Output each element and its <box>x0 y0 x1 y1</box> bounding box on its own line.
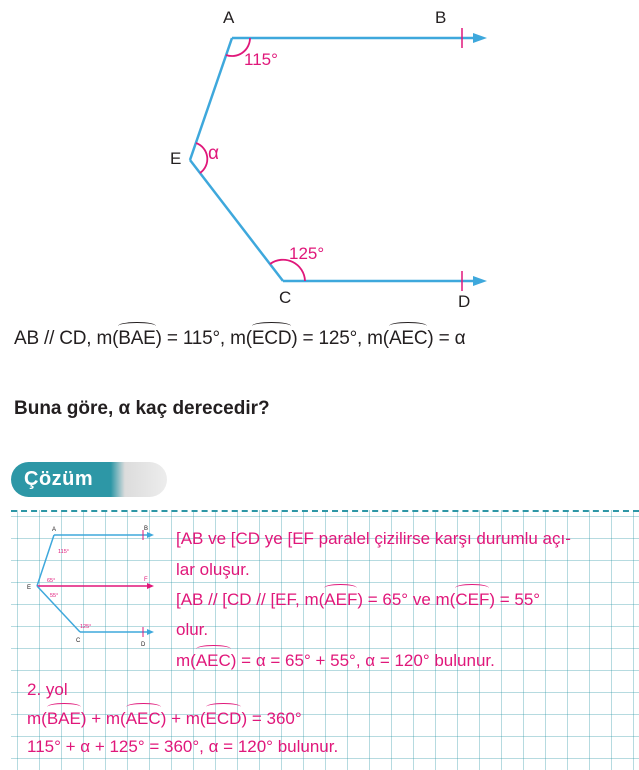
angle-aef: AEF <box>324 590 358 609</box>
solution-line-3-text-c: ) = 55° <box>489 590 541 609</box>
solution-line-5-text-a: m( <box>176 651 196 670</box>
angle-c-value: 125° <box>289 244 325 263</box>
solution-line-1: [AB ve [CD ye [EF paralel çizilirse karşı durumlu açı- <box>176 529 571 548</box>
small-angle-55: 55° <box>50 593 59 599</box>
label-e: E <box>170 149 182 168</box>
small-label-f: F <box>144 577 148 583</box>
angle-ecd: ECD <box>251 328 292 349</box>
question-text: Buna göre, α kaç derecedir? <box>14 398 270 419</box>
solution-badge-label: Çözüm <box>24 468 94 490</box>
small-angle-125: 125° <box>80 624 92 630</box>
segment-ae <box>190 38 232 160</box>
label-b: B <box>435 8 447 27</box>
small-label-e: E <box>27 585 32 591</box>
ray-cd <box>283 271 487 291</box>
second-method-text-a: m( <box>27 709 47 728</box>
solution-line-4: olur. <box>176 620 209 639</box>
angle-ecd-2: ECD <box>205 709 242 728</box>
small-label-d: D <box>141 642 146 648</box>
angle-bae: BAE <box>118 328 156 349</box>
small-label-b: B <box>144 526 149 532</box>
solution-line-2: lar oluşur. <box>176 560 250 579</box>
angle-bae-2: BAE <box>46 709 81 728</box>
second-method-line-1 <box>27 709 302 729</box>
solution-line-3-text-b: ) = 65° ve m( <box>357 590 456 609</box>
main-figure <box>0 0 639 320</box>
segment-ec <box>190 160 283 281</box>
second-method-text-c: ) + m( <box>160 709 206 728</box>
angle-cef: CEF <box>455 590 490 609</box>
given-text-1: AB // CD, m( <box>14 328 119 349</box>
second-method-line-2: 115° + α + 125° = 360°, α = 120° bulunur. <box>27 737 339 756</box>
angle-aec-solution: AEC <box>195 651 231 670</box>
angle-aec-2: AEC <box>125 709 161 728</box>
label-c: C <box>279 288 292 307</box>
ray-ab <box>232 28 487 48</box>
small-label-c: C <box>76 638 81 644</box>
solution-line-3 <box>176 590 540 610</box>
label-d: D <box>458 292 471 311</box>
given-text-3: ) = 125°, m( <box>291 328 389 349</box>
small-label-a: A <box>52 527 57 533</box>
angle-a-value: 115° <box>244 50 278 69</box>
given-statement <box>14 328 465 350</box>
given-text-2: ) = 115°, m( <box>155 328 252 349</box>
solution-line-5-text-b: ) = α = 65° + 55°, α = 120° bulunur. <box>230 651 495 670</box>
solution-line-5 <box>176 651 495 671</box>
small-figure <box>20 520 170 650</box>
second-method-text-d: ) = 360° <box>241 709 302 728</box>
label-a: A <box>223 8 235 27</box>
angle-aec: AEC <box>388 328 428 349</box>
second-method-title: 2. yol <box>27 680 68 699</box>
solution-line-3-text-a: [AB // [CD // [EF, m( <box>176 590 325 609</box>
given-text-4: ) = α <box>427 328 466 349</box>
small-angle-65: 65° <box>47 578 56 584</box>
angle-e-value: α <box>208 143 219 164</box>
small-angle-115: 115° <box>58 549 69 555</box>
second-method-text-b: ) + m( <box>80 709 126 728</box>
